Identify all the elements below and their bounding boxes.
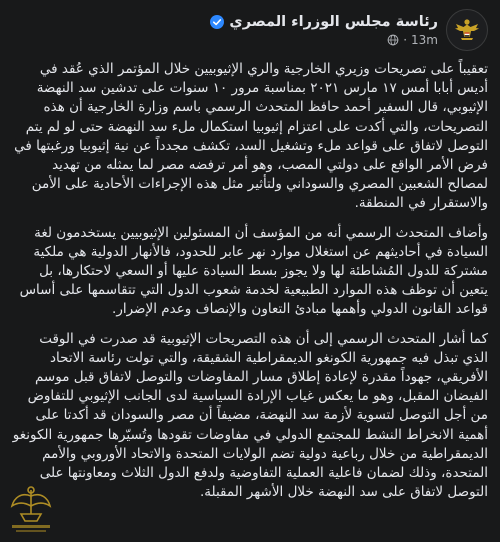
post-time-row [210,33,438,47]
post-paragraph-1: تعقيباً على تصريحات وزيري الخارجية والري الإثيوبيين خلال المؤتمر الذي عُقد في أديس أبابا أمس ١٧ مارس ٢٠٢١ بمناسبة مرور ١٠ سنوات على تدشين سد النهضة الإثيوبي، قال السفير أحمد حافظ المتحدث الرسمي باسم وزارة الخارجية أن هذه التصريحات، والتي أكدت على اعتزام إثيوبيا استكمال ملء سد النهضة حتى لو لم يتم التوصل لاتفاق على قواعد ملء وتشغيل السد، تكشف مجدداً عن نية إثيوبيا ورغبتها في فرض الأمر الواقع على دولتي المصب، وهو أمر ترفضه مصر لما يمثله من تهديد لمصالح الشعبين المصري والسوداني ولتأثير مثل هذه الإجراءات الأحادية على الأمن والاستقرار في المنطقة. [14,61,488,212]
egypt-eagle-emblem-icon [452,15,482,45]
globe-icon[interactable] [387,34,399,46]
post-paragraph-2: وأضاف المتحدث الرسمي أنه من المؤسف أن المسئولين الإثيوبيين يستخدمون لغة السيادة في أحاديثهم عن استغلال موارد نهر عابر للحدود، فالأنهار الدولية هي ملكية مشتركة للدول المُشاطئة لها ولا يجوز بسط السيادة عليها أو السعي لاحتكارها، بل يتعين أن توظف هذه الموارد الطبيعية لخدمة شعوب الدول التي تتقاسمها على أساس قواعد القانون الدولي وأهمها مبادئ التعاون والإنصاف وعدم الإضرار. [19,224,488,318]
page-avatar[interactable] [446,9,488,51]
post-timestamp[interactable]: 13m [411,32,438,47]
site-logo-icon [6,484,56,536]
page-name[interactable]: رئاسة مجلس الوزراء المصري [229,13,438,30]
post-meta [210,14,438,47]
meta-separator: · [403,32,408,47]
post-paragraph-3: كما أشار المتحدث الرسمي إلى أن هذه التصريحات الإثيوبية قد صدرت في الوقت الذي تبذل فيه جمهورية الكونغو الديمقراطية الشقيقة، والتي تولت رئاسة الاتحاد الأفريقي، جهوداً مقدرة لإعادة إطلاق مسار المفاوضات والتوصل لاتفاق قبل موسم الفيضان المقبل، وهو ما يعكس غياب الإرادة السياسية لدى الجانب الإثيوبي للتفاوض من أجل التوصل لتسوية لأزمة سد النهضة، مضيفاً أن مصر والسودان قد أكدتا على أهمية الانخراط النشط للمجتمع الدولي في مفاوضات تقودها وتُسيّرها جمهورية الكونغو الديمقراطية من خلال رباعية دولية تضم الولايات المتحدة والاتحاد الأوروبي والأمم المتحدة، وذلك لضمان فاعلية العملية التفاوضية ولدفع الدول الثلاث ومعاونتها على التوصل لاتفاق على سد النهضة خلال الأشهر المقبلة. [12,330,488,501]
post-body [12,60,488,512]
verified-badge-icon [210,15,224,29]
post-header [12,6,488,54]
page-name-row [210,14,438,30]
